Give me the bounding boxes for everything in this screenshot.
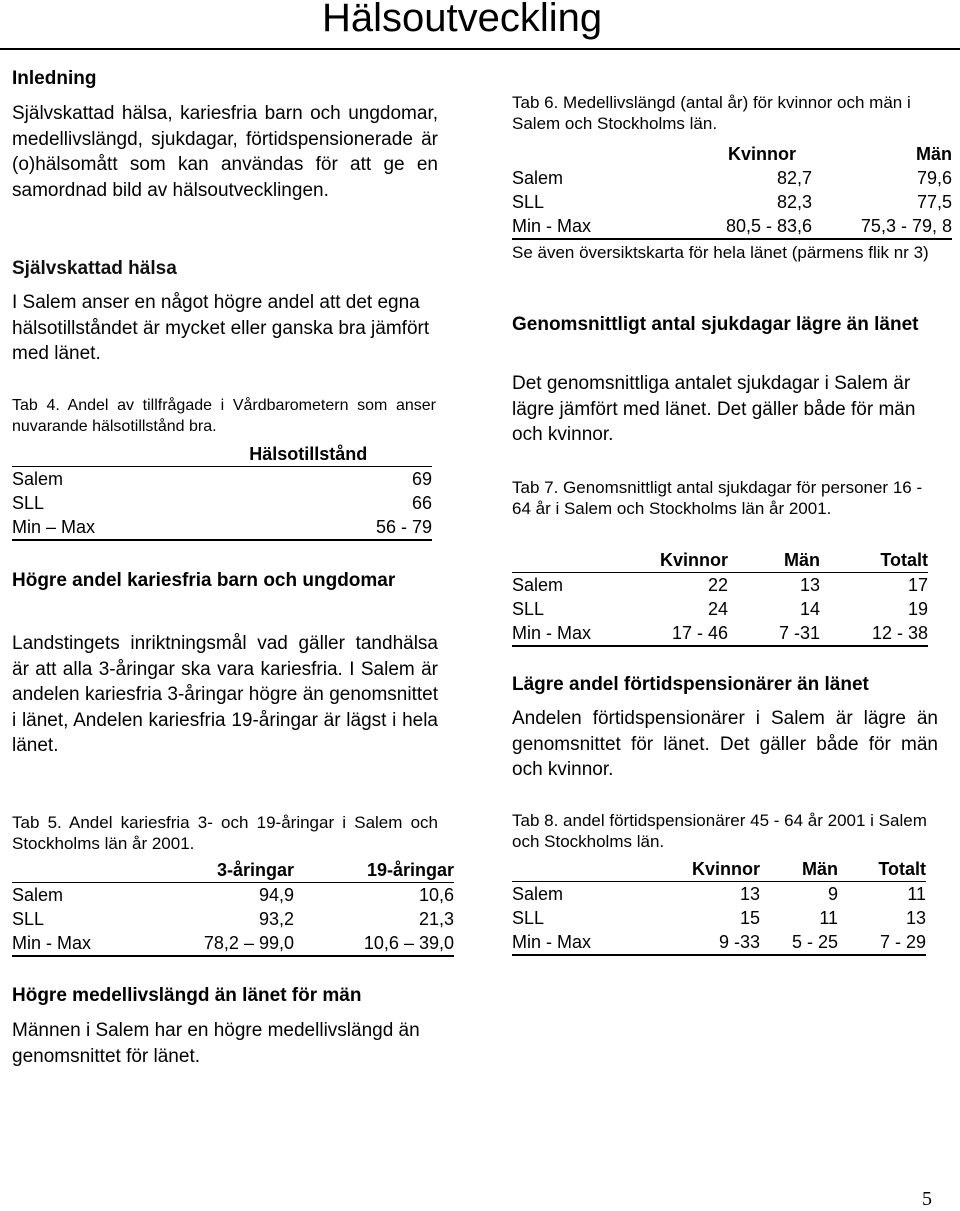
table-cell: [512, 548, 624, 573]
table-cell: 13: [799, 575, 820, 595]
tab6-table: [512, 142, 952, 240]
table-cell: 14: [799, 599, 820, 619]
table-cell: SLL: [12, 493, 45, 513]
table-cell: Min – Max: [12, 515, 101, 540]
table-cell: Min - Max: [512, 930, 642, 955]
table-cell: [512, 857, 642, 882]
pension-text: Andelen förtidspensionärer i Salem är lägre än genomsnittet för länet. Det gäller både för män och kvinnor.: [512, 708, 938, 780]
table-cell: 69: [411, 469, 432, 489]
table-cell: 56 - 79: [376, 515, 432, 540]
table-row: [12, 931, 454, 956]
tab8-caption: Tab 8. andel förtidspensionärer 45 - 64 år 2001 i Salem och Stockholms län.: [512, 811, 927, 851]
tab4-caption: Tab 4. Andel av tillfrågade i Vårdbarometern som anser nuvarande hälsotillstånd bra.: [12, 397, 436, 435]
table-row: [512, 930, 926, 955]
table-cell: Kvinnor: [624, 548, 728, 573]
title-rule: [0, 48, 960, 50]
tab5-header-3: 3-åringar: [182, 858, 294, 883]
table-row: [512, 190, 952, 214]
table-cell: [101, 467, 376, 492]
table-cell: 15: [739, 908, 760, 928]
table-cell: 12 - 38: [820, 621, 928, 646]
table-row: [12, 907, 454, 931]
table-cell: 78,2 – 99,0: [182, 931, 294, 956]
table-cell: 13: [905, 908, 926, 928]
table-row: [512, 597, 928, 621]
table-cell: 7 -31: [728, 621, 820, 646]
table-cell: 21,3: [418, 909, 454, 929]
table-cell: 79,6: [916, 168, 952, 188]
table-cell: [101, 515, 376, 540]
table-cell: Totalt: [838, 857, 926, 882]
tab7-caption: Tab 7. Genomsnittligt antal sjukdagar för personer 16 - 64 år i Salem och Stockholms län år 2001.: [512, 478, 923, 518]
table-cell: 5 - 25: [760, 930, 838, 955]
table-cell: 75,3 - 79, 8: [812, 214, 952, 239]
tab5-header-19: 19-åringar: [294, 858, 454, 883]
tab8-table: [512, 857, 926, 956]
table-cell: [101, 491, 376, 515]
table-cell: 7 - 29: [838, 930, 926, 955]
caries-text: Landstingets inriktningsmål vad gäller tandhälsa är att alla 3-åringar ska vara kariesfria. I Salem är andelen kariesfria 3-åringar högre än genomsnittet i länet, Andelen kariesfria 19-åringar är lägst i hela länet.: [12, 633, 438, 756]
table-cell: Min - Max: [512, 621, 624, 646]
table-cell: 10,6: [418, 885, 454, 905]
self-rated-text: I Salem anser en något högre andel att det egna hälsotillståndet är mycket eller ganska bra jämfört med länet.: [12, 292, 430, 364]
sick-text: Det genomsnittliga antalet sjukdagar i Salem är lägre jämfört med länet. Det gäller både för män och kvinnor.: [512, 373, 916, 445]
table-cell: 80,5 - 83,6: [672, 214, 812, 239]
tab6-caption: Tab 6. Medellivslängd (antal år) för kvinnor och män i Salem och Stockholms län.: [512, 93, 911, 133]
life-heading: Högre medellivslängd än länet för män: [12, 985, 362, 1006]
table-cell: SLL: [512, 908, 545, 928]
sick-heading: Genomsnittligt antal sjukdagar lägre än länet: [512, 314, 919, 335]
table-row: [12, 515, 432, 540]
table-cell: Kvinnor: [727, 144, 796, 164]
intro-heading: Inledning: [12, 68, 97, 89]
table-cell: 22: [707, 575, 728, 595]
table-cell: 10,6 – 39,0: [294, 931, 454, 956]
table-cell: Salem: [12, 469, 64, 489]
table-row: [12, 883, 454, 908]
table-cell: 19: [907, 599, 928, 619]
table-cell: 17 - 46: [624, 621, 728, 646]
table-row: [512, 882, 926, 907]
tab7-table: [512, 548, 928, 647]
table-cell: [376, 442, 432, 467]
tab4-header: Hälsotillstånd: [101, 442, 376, 467]
table-cell: SLL: [512, 599, 545, 619]
map-note: Se även översiktskarta för hela länet (pärmens flik nr 3): [512, 243, 929, 262]
table-row: [512, 906, 926, 930]
table-cell: 9 -33: [642, 930, 760, 955]
table-cell: Män: [760, 857, 838, 882]
table-row: [512, 166, 952, 190]
table-cell: 17: [907, 575, 928, 595]
table-cell: 66: [411, 493, 432, 513]
table-cell: 82,3: [776, 192, 812, 212]
table-cell: Salem: [512, 168, 564, 188]
table-cell: 77,5: [916, 192, 952, 212]
table-row: [512, 573, 928, 598]
table-cell: SLL: [512, 192, 545, 212]
table-cell: Män: [916, 144, 952, 164]
table-cell: SLL: [12, 909, 45, 929]
page-number: 5: [922, 1188, 932, 1210]
table-cell: [12, 858, 182, 883]
table-cell: 93,2: [258, 909, 294, 929]
table-cell: Min - Max: [12, 931, 182, 956]
table-cell: Män: [728, 548, 820, 573]
table-cell: Salem: [12, 885, 64, 905]
tab4-table: [12, 442, 432, 541]
tab5-table: [12, 858, 454, 957]
table-cell: Salem: [512, 575, 564, 595]
tab5-caption: Tab 5. Andel kariesfria 3- och 19-åringar i Salem och Stockholms län år 2001.: [12, 813, 438, 853]
table-cell: [512, 142, 672, 166]
table-cell: Kvinnor: [642, 857, 760, 882]
table-cell: 9: [827, 884, 838, 904]
table-row: [12, 491, 432, 515]
table-row: [512, 621, 928, 646]
table-cell: 13: [739, 884, 760, 904]
table-cell: Salem: [512, 884, 564, 904]
table-cell: 24: [707, 599, 728, 619]
pension-heading: Lägre andel förtidspensionärer än länet: [512, 674, 869, 695]
self-rated-heading: Självskattad hälsa: [12, 258, 177, 279]
table-cell: 82,7: [776, 168, 812, 188]
table-cell: 11: [819, 908, 838, 928]
table-row: [12, 467, 432, 492]
page-title: Hälsoutveckling: [322, 0, 603, 40]
caries-heading: Högre andel kariesfria barn och ungdomar: [12, 570, 396, 591]
intro-text: Självskattad hälsa, kariesfria barn och ungdomar, medellivslängd, sjukdagar, förtidspensionerade är (o)hälsomått som kan användas för att ge en samordnad bild av hälsoutvecklingen.: [12, 103, 438, 201]
table-cell: Totalt: [820, 548, 928, 573]
table-cell: 11: [907, 884, 926, 904]
table-cell: 94,9: [258, 885, 294, 905]
table-cell: Min - Max: [512, 214, 672, 239]
life-text: Männen i Salem har en högre medellivslängd än genomsnittet för länet.: [12, 1020, 420, 1067]
table-row: [512, 214, 952, 239]
table-cell: [12, 442, 101, 467]
